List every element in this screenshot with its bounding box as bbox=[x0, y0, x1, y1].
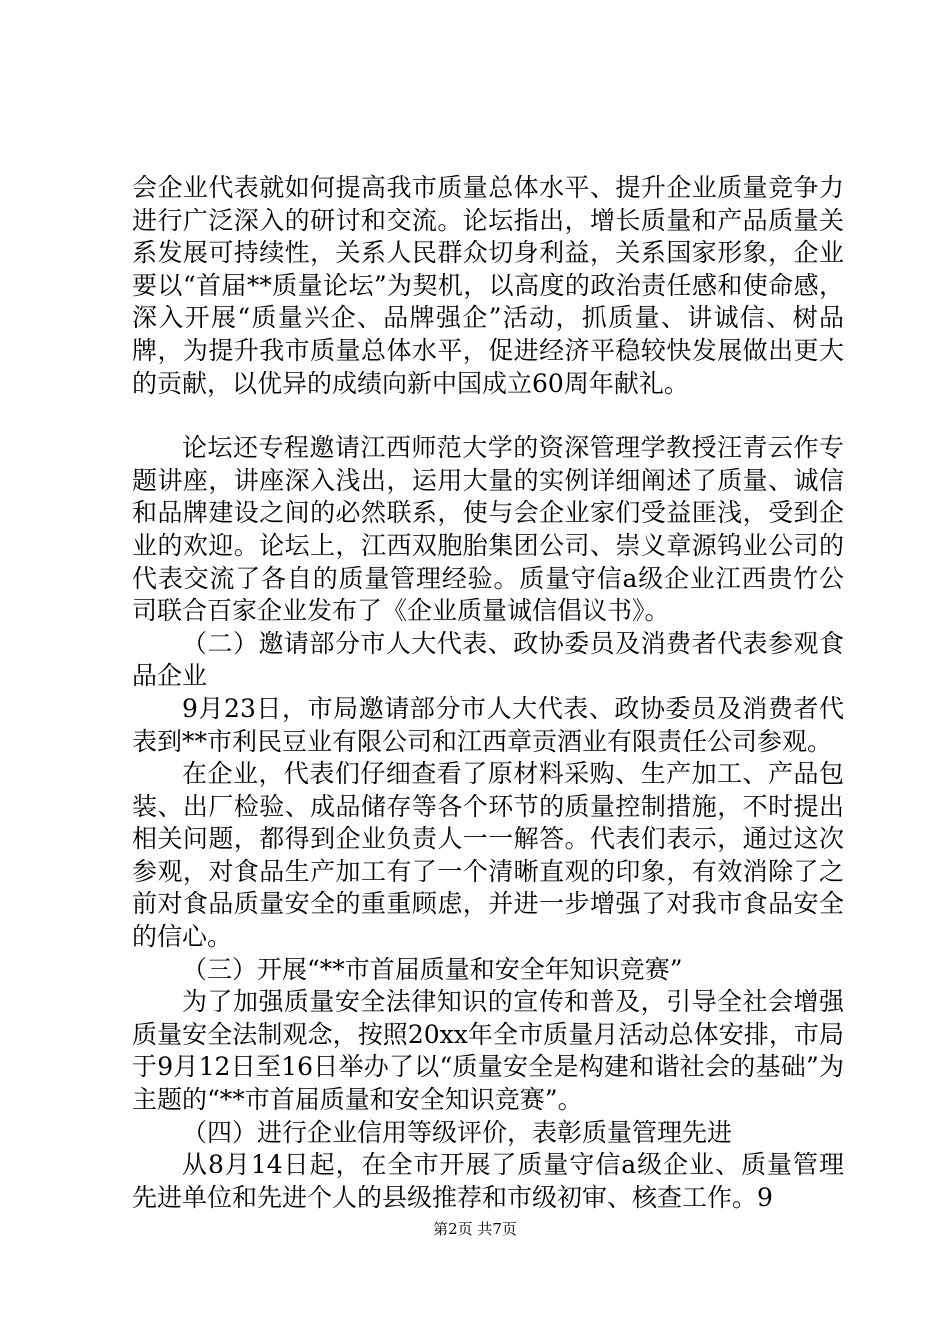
document-body bbox=[132, 172, 844, 1214]
section-heading-2: （二）邀请部分市人大代表、政协委员及消费者代表参观食品企业 bbox=[132, 628, 844, 691]
paragraph-contest: 为了加强质量安全法律知识的宣传和普及，引导全社会增强质量安全法制观念，按照20xx年全市质量月活动总体安排，市局于9月12日至16日举办了以“质量安全是构建和谐社会的基础”为主题的“**市首届质量和安全知识竞赛”。 bbox=[132, 987, 844, 1115]
paragraph-gap bbox=[132, 400, 844, 432]
paragraph-lecture: 论坛还专程邀请江西师范大学的资深管理学教授汪青云作专题讲座，讲座深入浅出，运用大量的实例详细阐述了质量、诚信和品牌建设之间的必然联系，使与会企业家们受益匪浅，受到企业的欢迎。论坛上，江西双胞胎集团公司、崇义章源钨业公司的代表交流了各自的质量管理经验。质量守信a级企业江西贵竹公司联合百家企业发布了《企业质量诚信倡议书》。 bbox=[132, 433, 844, 626]
page-number-footer: 第2页 共7页 bbox=[433, 1220, 517, 1238]
paragraph-visit-detail: 在企业，代表们仔细查看了原材料采购、生产加工、产品包装、出厂检验、成品储存等各个环节的质量控制措施，不时提出相关问题，都得到企业负责人一一解答。代表们表示，通过这次参观，对食品生产加工有了一个清晰直观的印象，有效消除了之前对食品质量安全的重重顾虑，并进一步增强了对我市食品安全的信心。 bbox=[132, 759, 844, 952]
section-heading-4: （四）进行企业信用等级评价，表彰质量管理先进 bbox=[182, 1117, 733, 1147]
paragraph-credit-evaluation: 从8月14日起，在全市开展了质量守信a级企业、质量管理先进单位和先进个人的县级推荐和市级初审、核查工作。9 bbox=[132, 1150, 844, 1212]
section-heading-3: （三）开展“**市首届质量和安全年知识竞赛” bbox=[182, 954, 683, 984]
paragraph-forum-summary: 会企业代表就如何提高我市质量总体水平、提升企业质量竞争力进行广泛深入的研讨和交流。论坛指出，增长质量和产品质量关系发展可持续性，关系人民群众切身利益，关系国家形象，企业要以“首届**质量论坛”为契机，以高度的政治责任感和使命感，深入开展“质量兴企、品牌强企”活动，抓质量、讲诚信、树品牌，为提升我市质量总体水平，促进经济平稳较快发展做出更大的贡献，以优异的成绩向新中国成立60周年献礼。 bbox=[132, 173, 844, 398]
paragraph-visit-date: 9月23日，市局邀请部分市人大代表、政协委员及消费者代表到**市利民豆业有限公司和江西章贡酒业有限责任公司参观。 bbox=[132, 693, 844, 756]
